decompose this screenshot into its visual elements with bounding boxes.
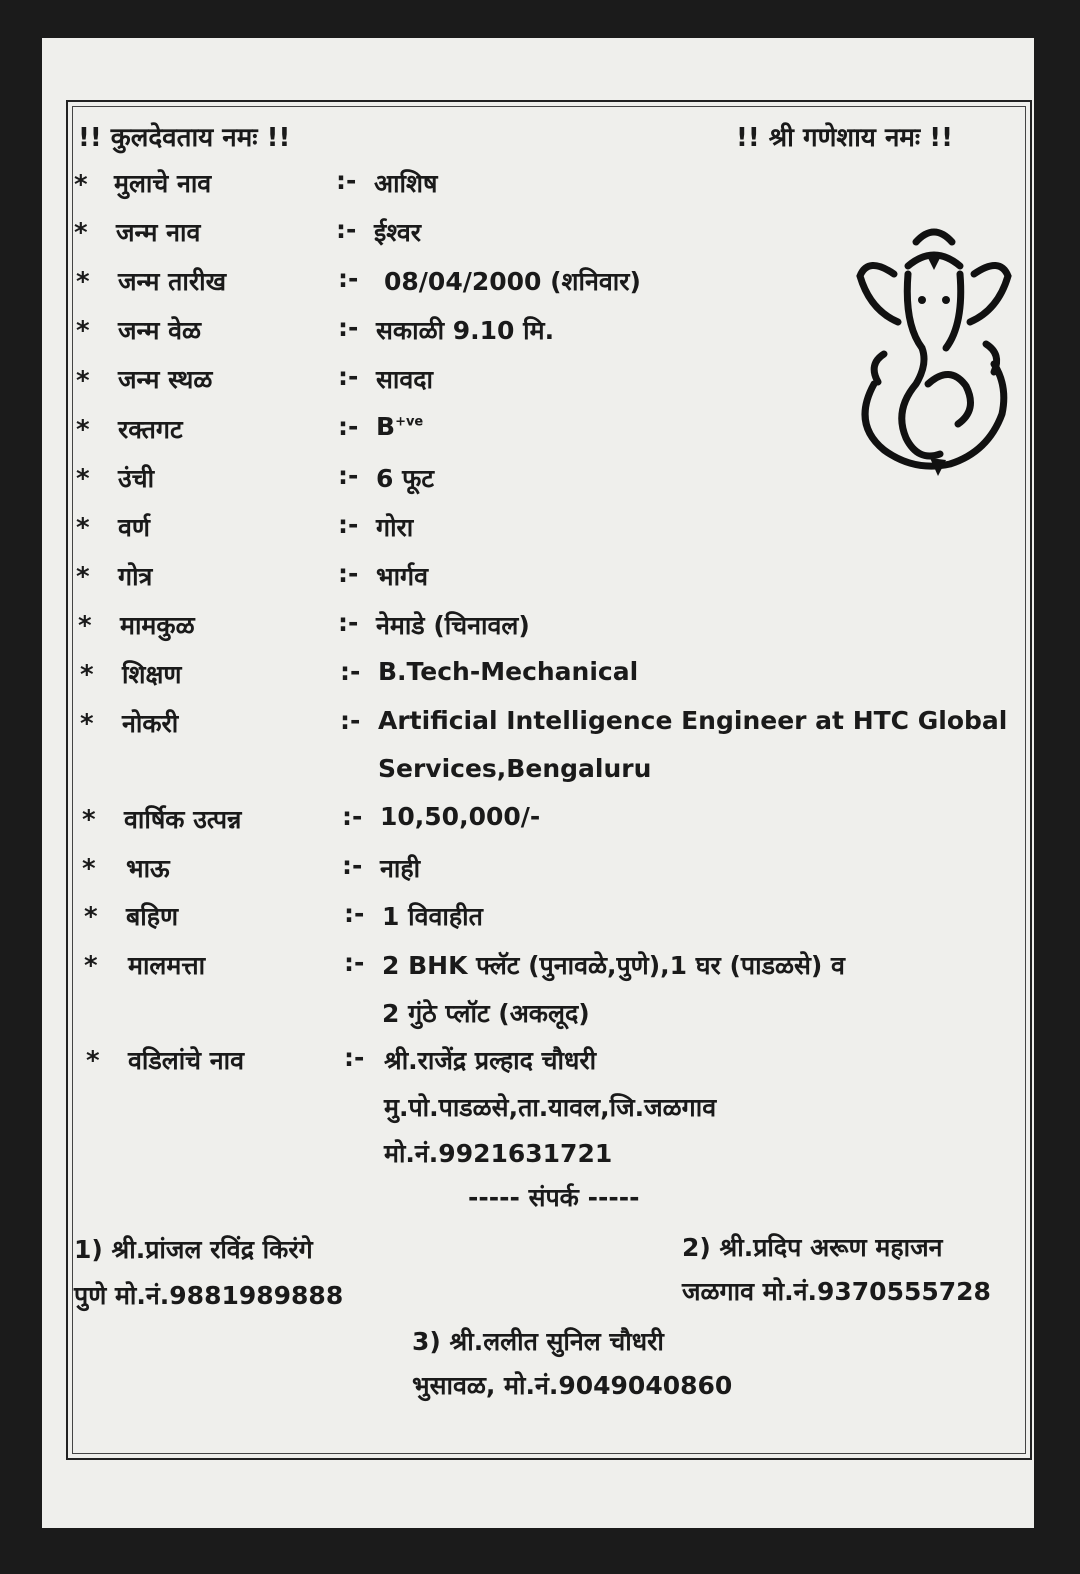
bullet-star: * bbox=[80, 709, 94, 739]
contact-phone: भुसावळ, मो.नं.9049040860 bbox=[412, 1371, 733, 1400]
bullet-star: * bbox=[74, 218, 88, 248]
field-value: B.Tech-Mechanical bbox=[378, 657, 639, 686]
field-value: 1 विवाहीत bbox=[382, 902, 483, 931]
field-label: वार्षिक उत्पन्न bbox=[124, 805, 242, 834]
contact-name: 3) श्री.ललीत सुनिल चौधरी bbox=[412, 1327, 664, 1356]
bullet-star: * bbox=[76, 316, 90, 346]
bullet-star: * bbox=[76, 267, 90, 297]
field-value bbox=[376, 412, 423, 441]
bullet-star: * bbox=[76, 513, 90, 543]
field-value: नाही bbox=[380, 854, 421, 883]
blood-group: B bbox=[376, 412, 396, 441]
field-value: श्री.राजेंद्र प्रल्हाद चौधरी bbox=[384, 1046, 597, 1075]
field-separator: :- bbox=[344, 948, 365, 977]
field-separator: :- bbox=[340, 706, 361, 735]
field-value: सावदा bbox=[376, 365, 434, 394]
field-label: गोत्र bbox=[118, 562, 153, 591]
field-label: जन्म तारीख bbox=[118, 267, 227, 296]
bullet-star: * bbox=[74, 170, 88, 200]
bullet-star: * bbox=[84, 951, 98, 981]
bullet-star: * bbox=[76, 464, 90, 494]
field-separator: :- bbox=[338, 608, 359, 637]
field-separator: :- bbox=[338, 412, 359, 441]
contact-phone: जळगाव मो.नं.9370555728 bbox=[682, 1277, 991, 1306]
bullet-star: * bbox=[82, 805, 96, 835]
field-label: भाऊ bbox=[126, 854, 170, 883]
field-value: आशिष bbox=[374, 169, 438, 198]
field-separator: :- bbox=[338, 313, 359, 342]
field-value: गोरा bbox=[376, 513, 414, 542]
contact-phone: पुणे मो.नं.9881989888 bbox=[74, 1281, 344, 1310]
field-label: वर्ण bbox=[118, 513, 150, 542]
field-value-cont: Services,Bengaluru bbox=[378, 754, 652, 783]
field-value: Artificial Intelligence Engineer at HTC Global bbox=[378, 706, 1008, 735]
bullet-star: * bbox=[82, 854, 96, 884]
field-label: रक्तगट bbox=[118, 415, 183, 444]
field-value-cont: मु.पो.पाडळसे,ता.यावल,जि.जळगाव bbox=[384, 1093, 717, 1122]
bullet-star: * bbox=[76, 562, 90, 592]
field-separator: :- bbox=[338, 461, 359, 490]
field-label: जन्म वेळ bbox=[118, 316, 202, 345]
field-separator: :- bbox=[342, 851, 363, 880]
field-separator: :- bbox=[336, 215, 357, 244]
field-separator: :- bbox=[344, 899, 365, 928]
field-label: मालमत्ता bbox=[128, 951, 206, 980]
field-label: जन्म नाव bbox=[116, 218, 201, 247]
field-value: सकाळी 9.10 मि. bbox=[376, 316, 555, 345]
field-separator: :- bbox=[338, 559, 359, 588]
contact-name: 2) श्री.प्रदिप अरूण महाजन bbox=[682, 1233, 943, 1262]
field-separator: :- bbox=[338, 264, 359, 293]
field-separator: :- bbox=[336, 166, 357, 195]
field-label: उंची bbox=[118, 464, 155, 493]
field-value: 10,50,000/- bbox=[380, 802, 541, 831]
biodata-page bbox=[42, 38, 1034, 1528]
ganesha-icon bbox=[854, 214, 1014, 484]
header-left: !! कुलदेवताय नमः !! bbox=[78, 123, 291, 153]
header-right: !! श्री गणेशाय नमः !! bbox=[736, 123, 953, 153]
contact-name: 1) श्री.प्रांजल रविंद्र किरंगे bbox=[74, 1235, 313, 1264]
field-label: मुलाचे नाव bbox=[114, 169, 212, 198]
field-label: शिक्षण bbox=[122, 660, 182, 689]
field-value: 2 BHK फ्लॅट (पुनावळे,पुणे),1 घर (पाडळसे) व bbox=[382, 951, 845, 980]
field-value: 08/04/2000 (शनिवार) bbox=[384, 267, 641, 296]
field-value: नेमाडे (चिनावल) bbox=[376, 611, 530, 640]
bullet-star: * bbox=[78, 611, 92, 641]
field-label: मामकुळ bbox=[120, 611, 195, 640]
bullet-star: * bbox=[80, 660, 94, 690]
field-separator: :- bbox=[342, 802, 363, 831]
field-value-cont: मो.नं.9921631721 bbox=[384, 1139, 613, 1168]
field-value-cont: 2 गुंठे प्लॉट (अकलूद) bbox=[382, 999, 590, 1028]
bullet-star: * bbox=[84, 902, 98, 932]
field-label: वडिलांचे नाव bbox=[128, 1046, 245, 1075]
field-separator: :- bbox=[340, 657, 361, 686]
field-separator: :- bbox=[344, 1043, 365, 1072]
bullet-star: * bbox=[86, 1046, 100, 1076]
field-value: ईश्वर bbox=[374, 218, 422, 247]
field-label: नोकरी bbox=[122, 709, 179, 738]
bullet-star: * bbox=[76, 415, 90, 445]
bullet-star: * bbox=[76, 366, 90, 396]
field-separator: :- bbox=[338, 510, 359, 539]
field-value: भार्गव bbox=[376, 562, 429, 591]
contact-heading: ----- संपर्क ----- bbox=[468, 1183, 640, 1212]
field-label: जन्म स्थळ bbox=[118, 365, 213, 394]
blood-group-sign: +ve bbox=[395, 414, 424, 430]
field-label: बहिण bbox=[126, 902, 179, 931]
field-separator: :- bbox=[338, 362, 359, 391]
field-value: 6 फूट bbox=[376, 464, 434, 493]
